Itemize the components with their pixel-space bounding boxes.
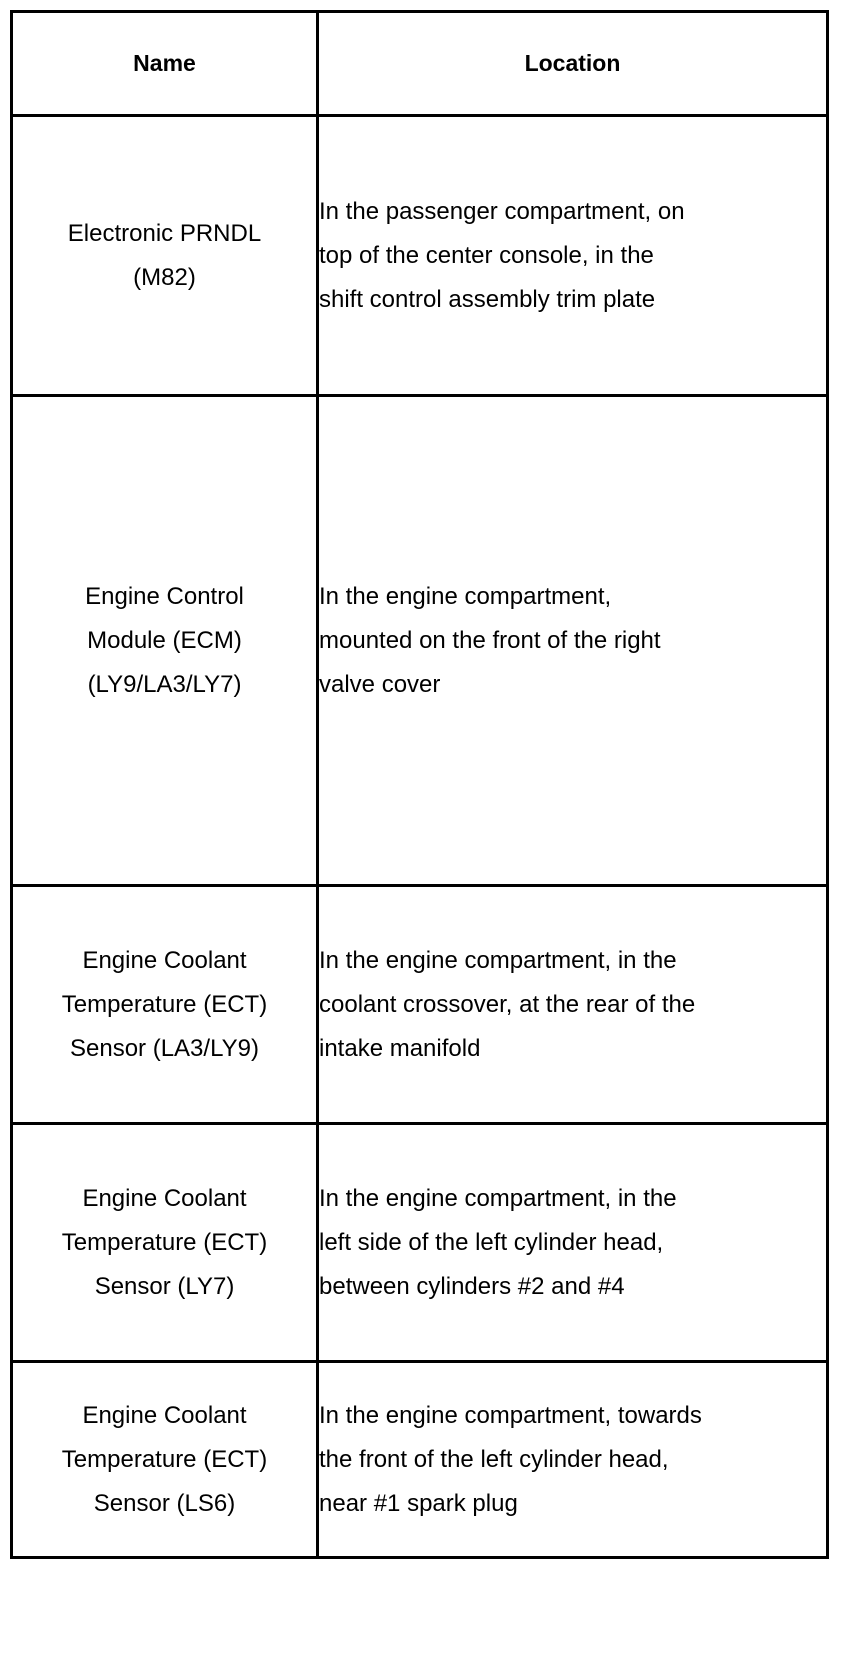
location-line: intake manifold (319, 1034, 481, 1062)
location-line: In the engine compartment, in the (319, 1184, 677, 1212)
name-line: (M82) (133, 263, 196, 291)
name-cell (12, 116, 318, 396)
name-line: (LY9/LA3/LY7) (87, 670, 242, 698)
name-line: Temperature (ECT) (61, 1228, 268, 1256)
location-line: In the engine compartment, towards (319, 1401, 702, 1429)
name-line: Engine Coolant (82, 946, 247, 974)
location-line: between cylinders #2 and #4 (319, 1272, 625, 1300)
table-row (12, 116, 828, 396)
header-row (12, 12, 828, 116)
location-line: mounted on the front of the right (319, 626, 661, 654)
component-location-table (10, 10, 829, 1559)
location-line: shift control assembly trim plate (319, 285, 656, 313)
location-line: valve cover (319, 670, 441, 698)
location-cell (318, 116, 828, 396)
name-line: Sensor (LS6) (93, 1489, 236, 1517)
table-row (12, 886, 828, 1124)
name-line: Temperature (ECT) (61, 990, 268, 1018)
header-name: Name (12, 12, 318, 116)
name-line: Temperature (ECT) (61, 1445, 268, 1473)
name-cell (12, 886, 318, 1124)
name-line: Engine Coolant (82, 1184, 247, 1212)
name-line: Module (ECM) (87, 626, 242, 654)
table-row (12, 1124, 828, 1362)
name-line: Engine Control (85, 582, 244, 610)
name-cell (12, 1124, 318, 1362)
location-cell (318, 396, 828, 886)
location-line: In the engine compartment, in the (319, 946, 677, 974)
location-cell (318, 1124, 828, 1362)
name-line: Sensor (LA3/LY9) (70, 1034, 259, 1062)
location-line: In the engine compartment, (319, 582, 612, 610)
table-row (12, 396, 828, 886)
header-location: Location (318, 12, 828, 116)
location-cell (318, 1362, 828, 1558)
name-cell (12, 396, 318, 886)
location-line: the front of the left cylinder head, (319, 1445, 669, 1473)
location-cell (318, 886, 828, 1124)
name-cell (12, 1362, 318, 1558)
name-line: Engine Coolant (82, 1401, 247, 1429)
location-line: coolant crossover, at the rear of the (319, 990, 696, 1018)
location-line: left side of the left cylinder head, (319, 1228, 664, 1256)
location-line: near #1 spark plug (319, 1489, 518, 1517)
name-line: Electronic PRNDL (67, 219, 262, 247)
name-line: Sensor (LY7) (94, 1272, 235, 1300)
location-line: In the passenger compartment, on (319, 197, 685, 225)
location-line: top of the center console, in the (319, 241, 654, 269)
table-row (12, 1362, 828, 1558)
